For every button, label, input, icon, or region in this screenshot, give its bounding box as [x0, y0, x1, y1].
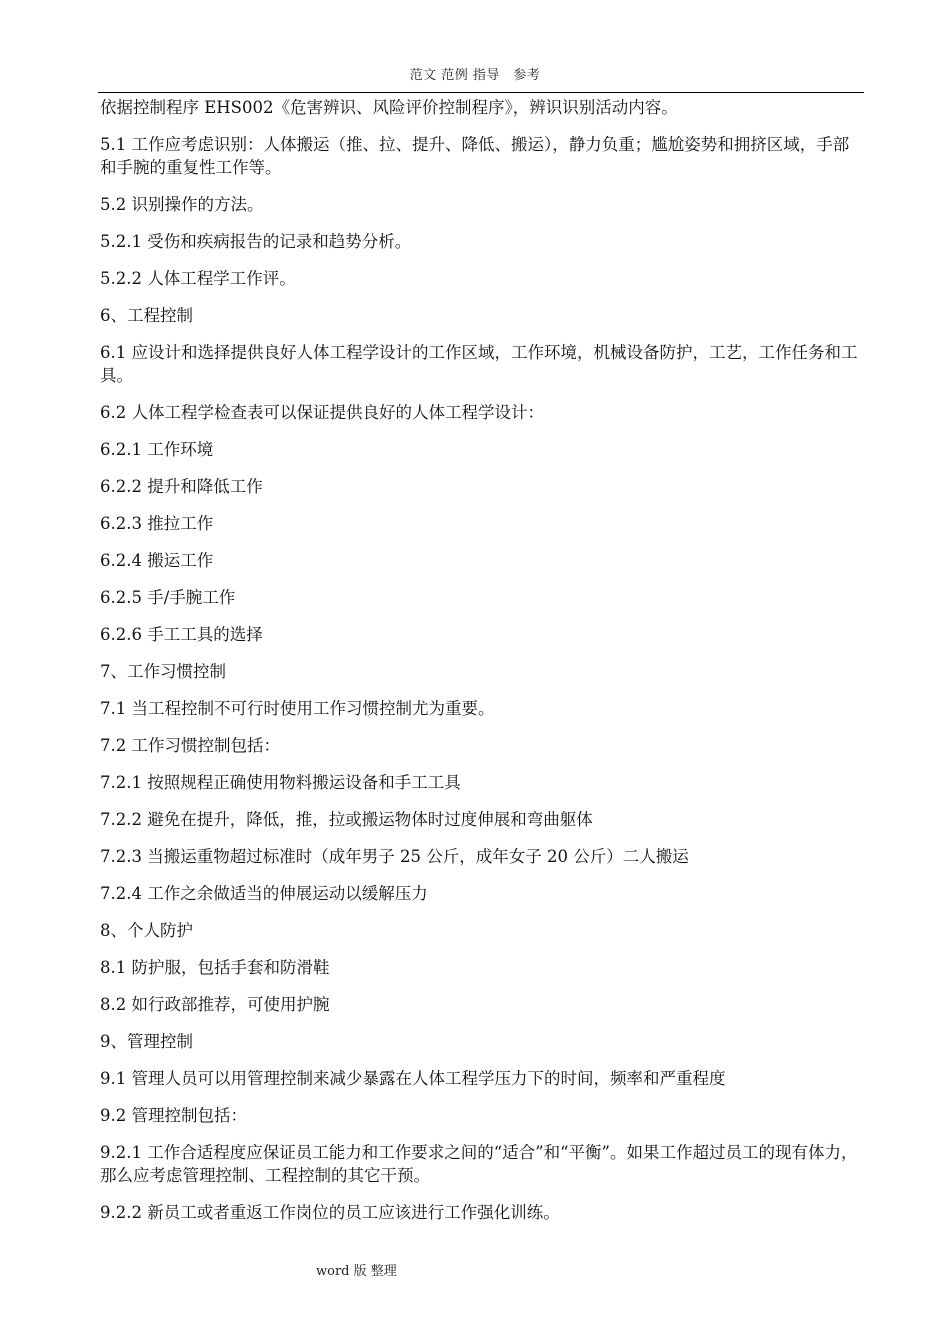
- paragraph: 9.2 管理控制包括：: [100, 1106, 247, 1125]
- page-header: 范文 范例 指导 参考: [409, 68, 541, 83]
- paragraph: 依据控制程序 EHS002《危害辨识、风险评价控制程序》，辨识识别活动内容。: [100, 98, 678, 117]
- page-footer: word 版 整理: [316, 1264, 397, 1279]
- paragraph: 6.2 人体工程学检查表可以保证提供良好的人体工程学设计：: [100, 403, 544, 422]
- paragraph: 8.2 如行政部推荐，可使用护腕: [100, 995, 330, 1014]
- paragraph: 6.2.5 手/手腕工作: [100, 588, 236, 607]
- paragraph: 6.2.1 工作环境: [100, 440, 214, 459]
- paragraph: 5.2.2 人体工程学工作评。: [100, 269, 296, 288]
- paragraph: 8.1 防护服，包括手套和防滑鞋: [100, 958, 330, 977]
- section-heading: 9、管理控制: [100, 1032, 193, 1051]
- paragraph: 5.2.1 受伤和疾病报告的记录和趋势分析。: [100, 232, 412, 251]
- section-heading: 8、个人防护: [100, 921, 193, 940]
- paragraph: 9.2.2 新员工或者重返工作岗位的员工应该进行工作强化训练。: [100, 1203, 560, 1222]
- paragraph: 7.2.4 工作之余做适当的伸展运动以缓解压力: [100, 884, 428, 903]
- paragraph: 6.2.4 搬运工作: [100, 551, 214, 570]
- document-body: [100, 96, 862, 1238]
- paragraph: 5.2 识别操作的方法。: [100, 195, 264, 214]
- paragraph: 6.2.3 推拉工作: [100, 514, 214, 533]
- paragraph: 6.2.2 提升和降低工作: [100, 477, 263, 496]
- paragraph: 6.2.6 手工工具的选择: [100, 625, 263, 644]
- paragraph: 7.1 当工程控制不可行时使用工作习惯控制尤为重要。: [100, 699, 495, 718]
- header-rule: [98, 92, 864, 93]
- paragraph: 5.1 工作应考虑识别：人体搬运（推、拉、提升、降低、搬运），静力负重；尴尬姿势和拥挤区域，手部和手腕的重复性工作等。: [100, 135, 850, 177]
- section-heading: 6、工程控制: [100, 306, 193, 325]
- paragraph: 6.1 应设计和选择提供良好人体工程学设计的工作区域，工作环境，机械设备防护，工艺，工作任务和工具。: [100, 343, 858, 385]
- paragraph: 7.2.3 当搬运重物超过标准时（成年男子 25 公斤，成年女子 20 公斤）二人搬运: [100, 847, 689, 866]
- paragraph: 7.2 工作习惯控制包括：: [100, 736, 280, 755]
- paragraph: 9.2.1 工作合适程度应保证员工能力和工作要求之间的“适合”和“平衡”。如果工作超过员工的现有体力，那么应考虑管理控制、工程控制的其它干预。: [100, 1143, 858, 1185]
- paragraph: 9.1 管理人员可以用管理控制来减少暴露在人体工程学压力下的时间，频率和严重程度: [100, 1069, 726, 1088]
- paragraph: 7.2.1 按照规程正确使用物料搬运设备和手工工具: [100, 773, 461, 792]
- section-heading: 7、工作习惯控制: [100, 662, 226, 681]
- paragraph: 7.2.2 避免在提升，降低，推，拉或搬运物体时过度伸展和弯曲躯体: [100, 810, 593, 829]
